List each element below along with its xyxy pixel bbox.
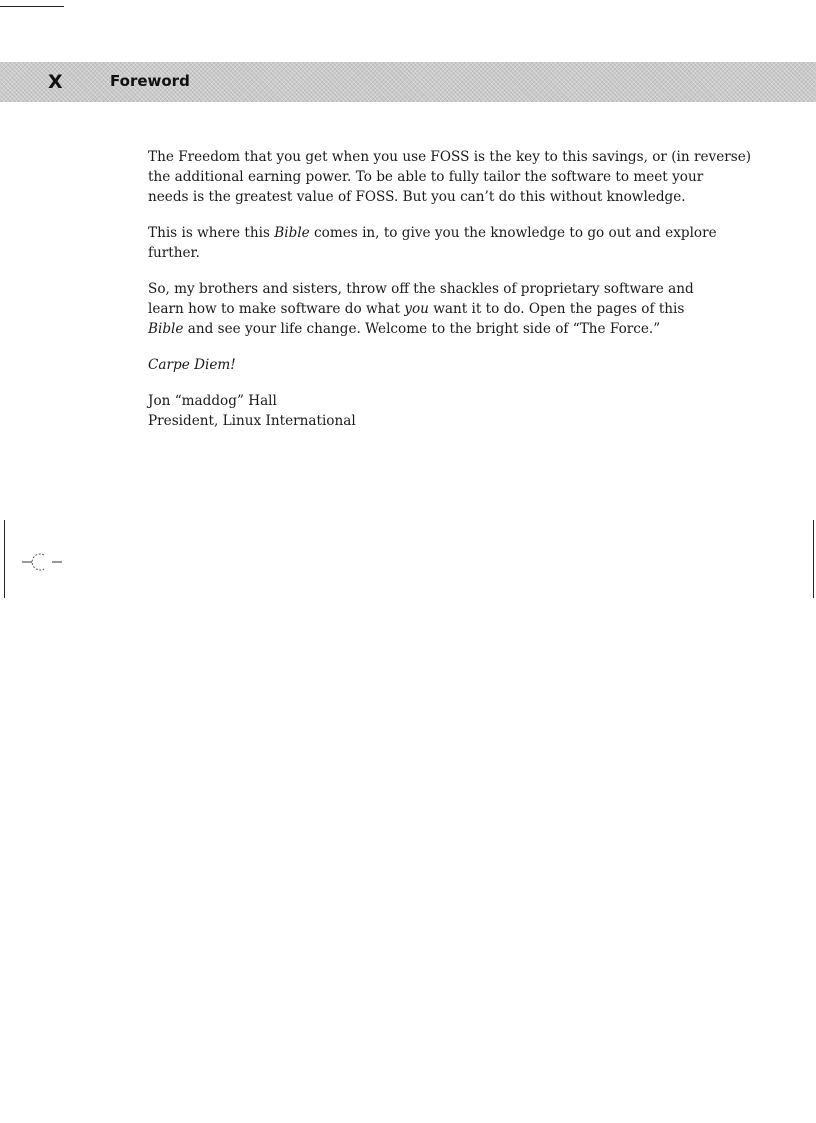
italic-book-title: Bible — [148, 321, 184, 337]
text-line — [148, 223, 728, 243]
registration-mark-icon — [22, 550, 62, 574]
text-line — [148, 319, 728, 339]
italic-emphasis: you — [404, 301, 429, 317]
paragraph-2 — [148, 223, 728, 263]
text-line: needs is the greatest value of FOSS. But you can’t do this without knowledge. — [148, 189, 686, 205]
signature-title: President, Linux International — [148, 413, 356, 429]
text-line: The Freedom that you get when you use FOSS is the key to this savings, or (in reverse) — [148, 149, 752, 165]
closing-phrase: Carpe Diem! — [148, 357, 236, 373]
paragraph-4 — [148, 355, 728, 375]
text-line — [148, 299, 728, 319]
text-line: the additional earning power. To be able to fully tailor the software to meet your — [148, 169, 704, 185]
crop-mark-left — [4, 520, 5, 598]
paragraph-3 — [148, 279, 728, 339]
text-segment: comes in, to give you the knowledge to go out and explore — [309, 225, 717, 241]
text-segment: want it to do. Open the pages of this — [428, 301, 685, 317]
foreword-body — [148, 147, 752, 447]
italic-book-title: Bible — [274, 225, 310, 241]
text-segment: and see your life change. Welcome to the bright side of “The Force.” — [183, 321, 661, 337]
page-number: X — [48, 71, 63, 93]
text-segment: learn how to make software do what — [148, 301, 405, 317]
running-head: Foreword — [110, 72, 190, 90]
crop-mark-right — [813, 520, 814, 598]
text-segment: This is where this — [148, 225, 275, 241]
text-line: So, my brothers and sisters, throw off the shackles of proprietary software and — [148, 281, 694, 297]
signature-name: Jon “maddog” Hall — [148, 393, 277, 409]
text-line: further. — [148, 245, 200, 261]
paragraph-1 — [148, 147, 752, 207]
signature-block — [148, 391, 728, 431]
crop-mark-top — [0, 6, 64, 7]
